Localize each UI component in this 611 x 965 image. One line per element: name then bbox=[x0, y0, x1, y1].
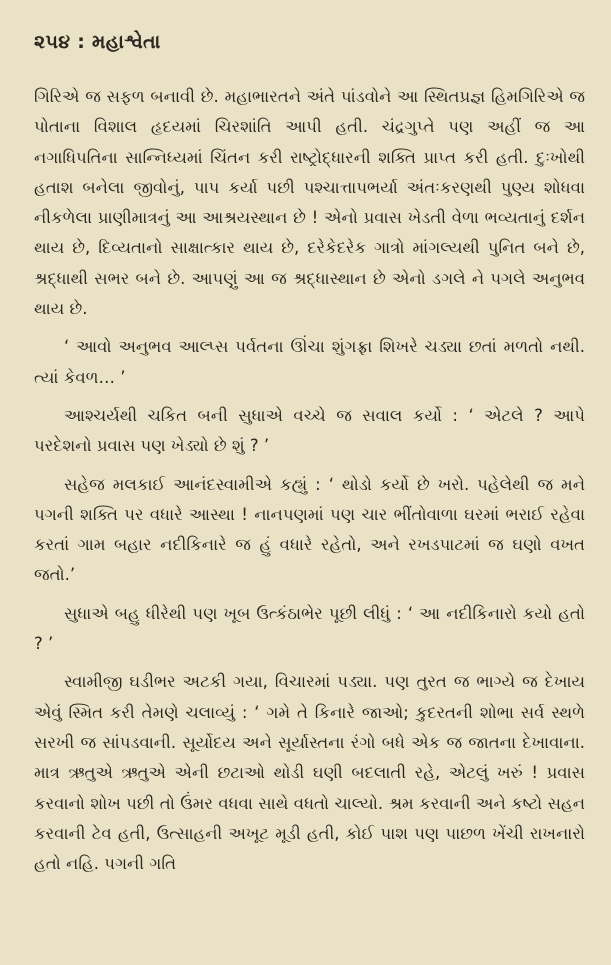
paragraph-1: ગિરિએ જ સફળ બનાવી છે. મહાભારતને અંતે પાંડવોને આ સ્થિતપ્રજ્ઞ હિમગિરિએ જ પોતાના વિશાલ હૃદયમાં ચિરશાંતિ આપી હતી. ચંદ્રગુપ્તે પણ અહીં જ આ નગાધિપતિના સાન્નિધ્યમાં ચિંતન કરી રાષ્ટ્રોદ્ધારની શક્તિ પ્રાપ્ત કરી હતી. દુઃખોથી હતાશ બનેલા જીવોનું, પાપ કર્યા પછી પશ્ચાત્તાપભર્યા અંતઃકરણથી પુણ્ય શોધવા નીકળેલા પ્રાણીમાત્રનું આ આશ્રયસ્થાન છે ! એનો પ્રવાસ ખેડતી વેળા ભવ્યતાનું દર્શન થાય છે, દિવ્યતાનો સાક્ષાત્કાર થાય છે, દરેકેદરેક ગાત્રો માંગલ્યથી પુનિત બને છે, શ્રદ્ધાથી સભર બને છે. આપણું આ જ શ્રદ્ધાસ્થાન છે એનો ડગલે ને પગલે અનુભવ થાય છે. bbox=[34, 87, 585, 319]
paragraph-3: આશ્ચર્યથી ચકિત બની સુધાએ વચ્ચે જ સવાલ કર્યો : ‘ એટલે ? આપે પરદેશનો પ્રવાસ પણ ખેડ્યો છે શું ? ’ bbox=[34, 405, 585, 456]
page-header: ૨૫૪ : મહાશ્વેતા bbox=[34, 31, 161, 53]
paragraph-2: ‘ આવો અનુભવ આલ્પ્સ પર્વતના ઊંચા શુંગફ્રા શિખરે ચડ્યા છતાં મળતો નથી. ત્યાં કેવળ… ’ bbox=[34, 337, 585, 387]
paragraph-5: સુધાએ બહુ ધીરેથી પણ ખૂબ ઉત્કંઠાભેર પૂછી લીધું : ‘ આ નદીકિનારો કયો હતો ? ’ bbox=[34, 603, 585, 654]
paragraph-4: સહેજ મલકાઈ આનંદસ્વામીએ કહ્યું : ‘ થોડો કર્યો છે ખરો. પહેલેથી જ મને પગની શક્તિ પર વધારે આસ્થા ! નાનપણમાં પણ ચાર ભીંતોવાળા ઘરમાં ભરાઈ રહેવા કરતાં ગામ બહાર નદીકિનારે જ હું વધારે રહેતો, અને રખડપાટમાં જ ઘણો વખત જતો.’ bbox=[34, 474, 585, 585]
paragraph-6: સ્વામીજી ઘડીભર અટકી ગયા, વિચારમાં પડ્યા. પણ તુરત જ ભાગ્યે જ દેખાય એવું સ્મિત કરી તેમણે ચલાવ્યું : ‘ ગમે તે કિનારે જાઓ; કુદરતની શોભા સર્વ સ્થળે સરખી જ સાંપડવાની. સૂર્યોદય અને સૂર્યાસ્તના રંગો બધે એક જ જાતના દેખાવાના. માત્ર ઋતુએ ઋતુએ એની છટાઓ થોડી ઘણી બદલાતી રહે, એટલું ખરું ! પ્રવાસ કરવાનો શોખ પછી તો ઉંમર વધવા સાથે વધતો ચાલ્યો. શ્રમ કરવાની અને કષ્ટો સહન કરવાની ટેવ હતી, ઉત્સાહની અખૂટ મૂડી હતી, કોઈ પાશ પણ પાછળ ખેંચી રાખનારો હતો નહિ. પગની ગતિ bbox=[34, 672, 585, 874]
